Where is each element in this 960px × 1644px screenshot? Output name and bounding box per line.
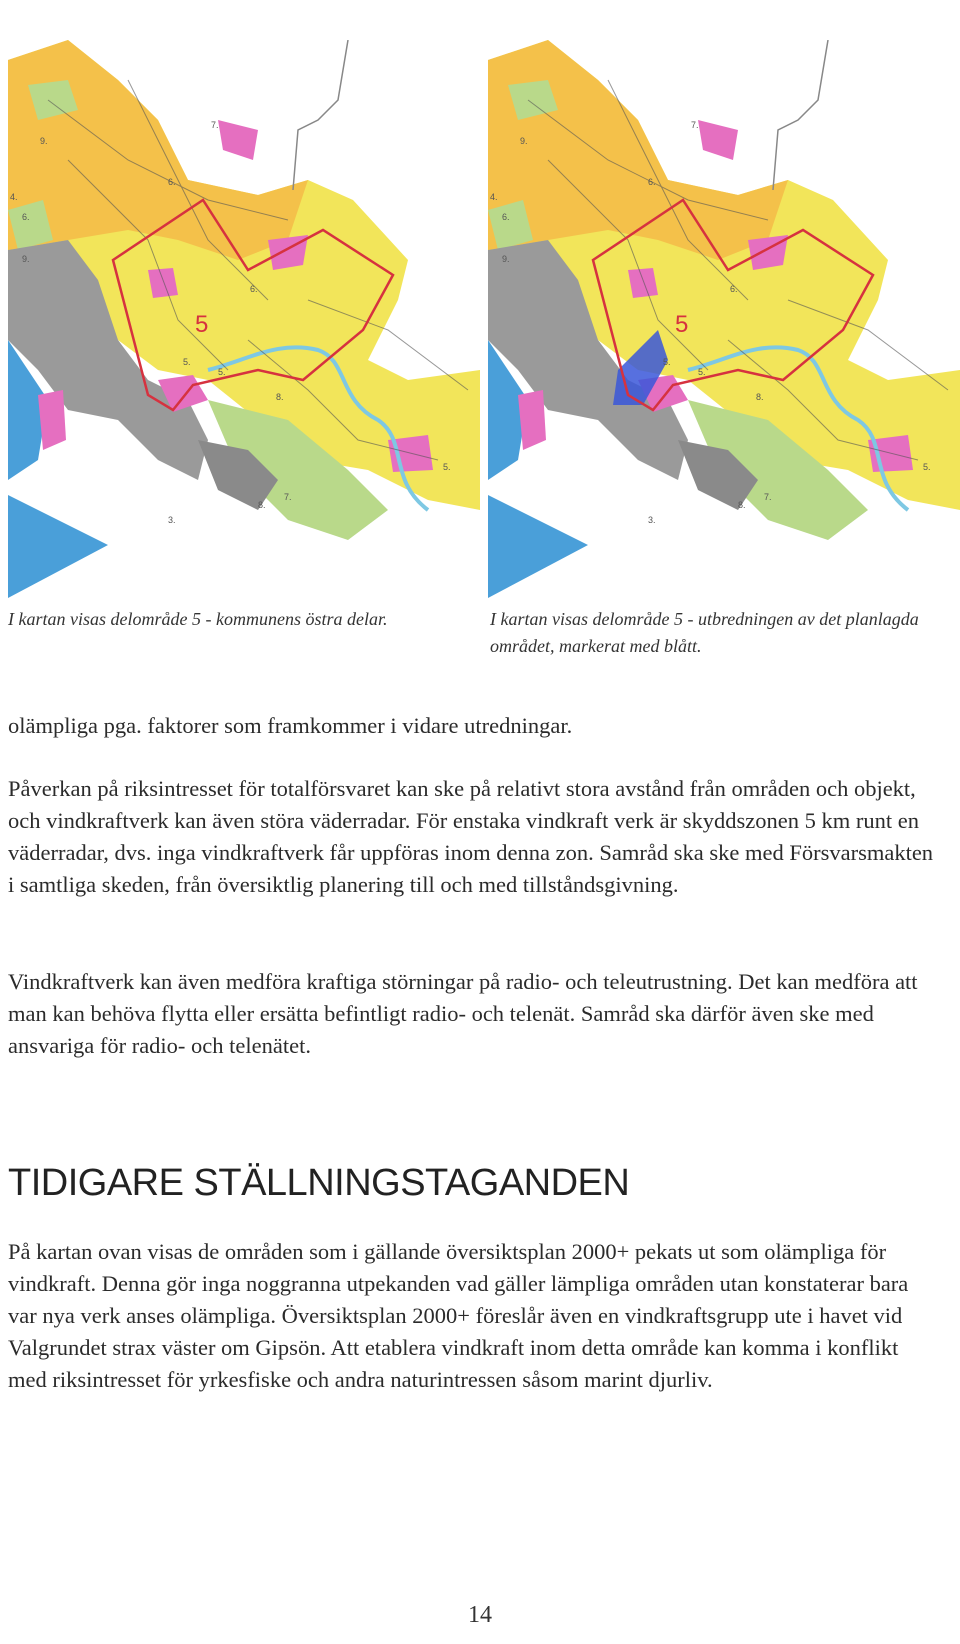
svg-text:5.: 5.: [218, 367, 226, 377]
svg-text:7.: 7.: [211, 120, 219, 130]
svg-text:6.: 6.: [502, 212, 510, 222]
svg-text:6.: 6.: [730, 284, 738, 294]
svg-text:4.: 4.: [10, 192, 18, 202]
svg-text:7.: 7.: [691, 120, 699, 130]
svg-text:8.: 8.: [738, 500, 746, 510]
paragraph-radio-telecom: Vindkraftverk kan även medföra kraftiga störningar på radio- och teleutrustning. Det kan medföra att man kan behöva flytta eller ersätta befintligt radio- och telenät. Samråd ska därför även ske med ansvariga för radio- och telenätet.: [8, 969, 918, 1058]
map-left: [8, 40, 480, 598]
svg-text:5.: 5.: [663, 357, 671, 367]
page-number: 14: [468, 1602, 492, 1628]
paragraph-continuation: olämpliga pga. faktorer som framkommer i vidare utredningar.: [8, 713, 573, 738]
pink-zone: [148, 268, 178, 298]
svg-text:9.: 9.: [520, 136, 528, 146]
svg-text:6.: 6.: [168, 177, 176, 187]
paragraph-defense-interest: Påverkan på riksintresset för totalförsvaret kan ske på relativt stora avstånd från områden och objekt, och vindkraftverk kan även störa väderradar. För enstaka vindkraft verk är skyddszonen 5 km runt en väderradar, dvs. inga vindkraftverk får uppföras inom denna zon. Samråd ska ske med Försvarsmakten i samtliga skeden, från översiktlig planering till och med tillståndsgivning.: [8, 776, 934, 897]
svg-text:4.: 4.: [490, 192, 498, 202]
svg-text:5.: 5.: [183, 357, 191, 367]
svg-text:3.: 3.: [648, 515, 656, 525]
svg-text:6.: 6.: [250, 284, 258, 294]
svg-text:7.: 7.: [284, 492, 292, 502]
map-right-graphic: [488, 40, 960, 598]
map-left-caption: I kartan visas delområde 5 - kommunens östra delar.: [8, 609, 388, 629]
svg-text:9.: 9.: [502, 254, 510, 264]
map-left-graphic: [8, 40, 480, 598]
paragraph-previous-positions: På kartan ovan visas de områden som i gällande översiktsplan 2000+ pekats ut som olämpliga för vindkraft. Denna gör inga noggranna utpekanden vad gäller lämpliga områden utan konstaterar bara var nya verk anses olämpliga. Översiktsplan 2000+ föreslår även en vindkraftsgrupp ute i havet vid Valgrundet strax väster om Gipsön. Att etablera vindkraft inom detta område kan komma i konflikt med riksintresset för yrkesfiske och andra naturintressen såsom marint djurliv.: [8, 1239, 909, 1392]
pink-zone: [628, 268, 658, 298]
svg-text:8.: 8.: [258, 500, 266, 510]
map-right: [488, 40, 960, 598]
svg-text:9.: 9.: [40, 136, 48, 146]
area-label: 5: [675, 311, 689, 338]
map-right-caption: I kartan visas delområde 5 - utbredningen av det planlagda området, markerat med blått.: [490, 609, 919, 656]
svg-text:5.: 5.: [698, 367, 706, 377]
svg-text:5.: 5.: [923, 462, 931, 472]
svg-text:8.: 8.: [276, 392, 284, 402]
section-heading: TIDIGARE STÄLLNINGSTAGANDEN: [8, 1162, 630, 1204]
svg-text:6.: 6.: [22, 212, 30, 222]
svg-text:6.: 6.: [648, 177, 656, 187]
area-label: 5: [195, 311, 209, 338]
svg-text:8.: 8.: [756, 392, 764, 402]
svg-text:3.: 3.: [168, 515, 176, 525]
svg-text:5.: 5.: [443, 462, 451, 472]
svg-text:7.: 7.: [764, 492, 772, 502]
svg-text:9.: 9.: [22, 254, 30, 264]
